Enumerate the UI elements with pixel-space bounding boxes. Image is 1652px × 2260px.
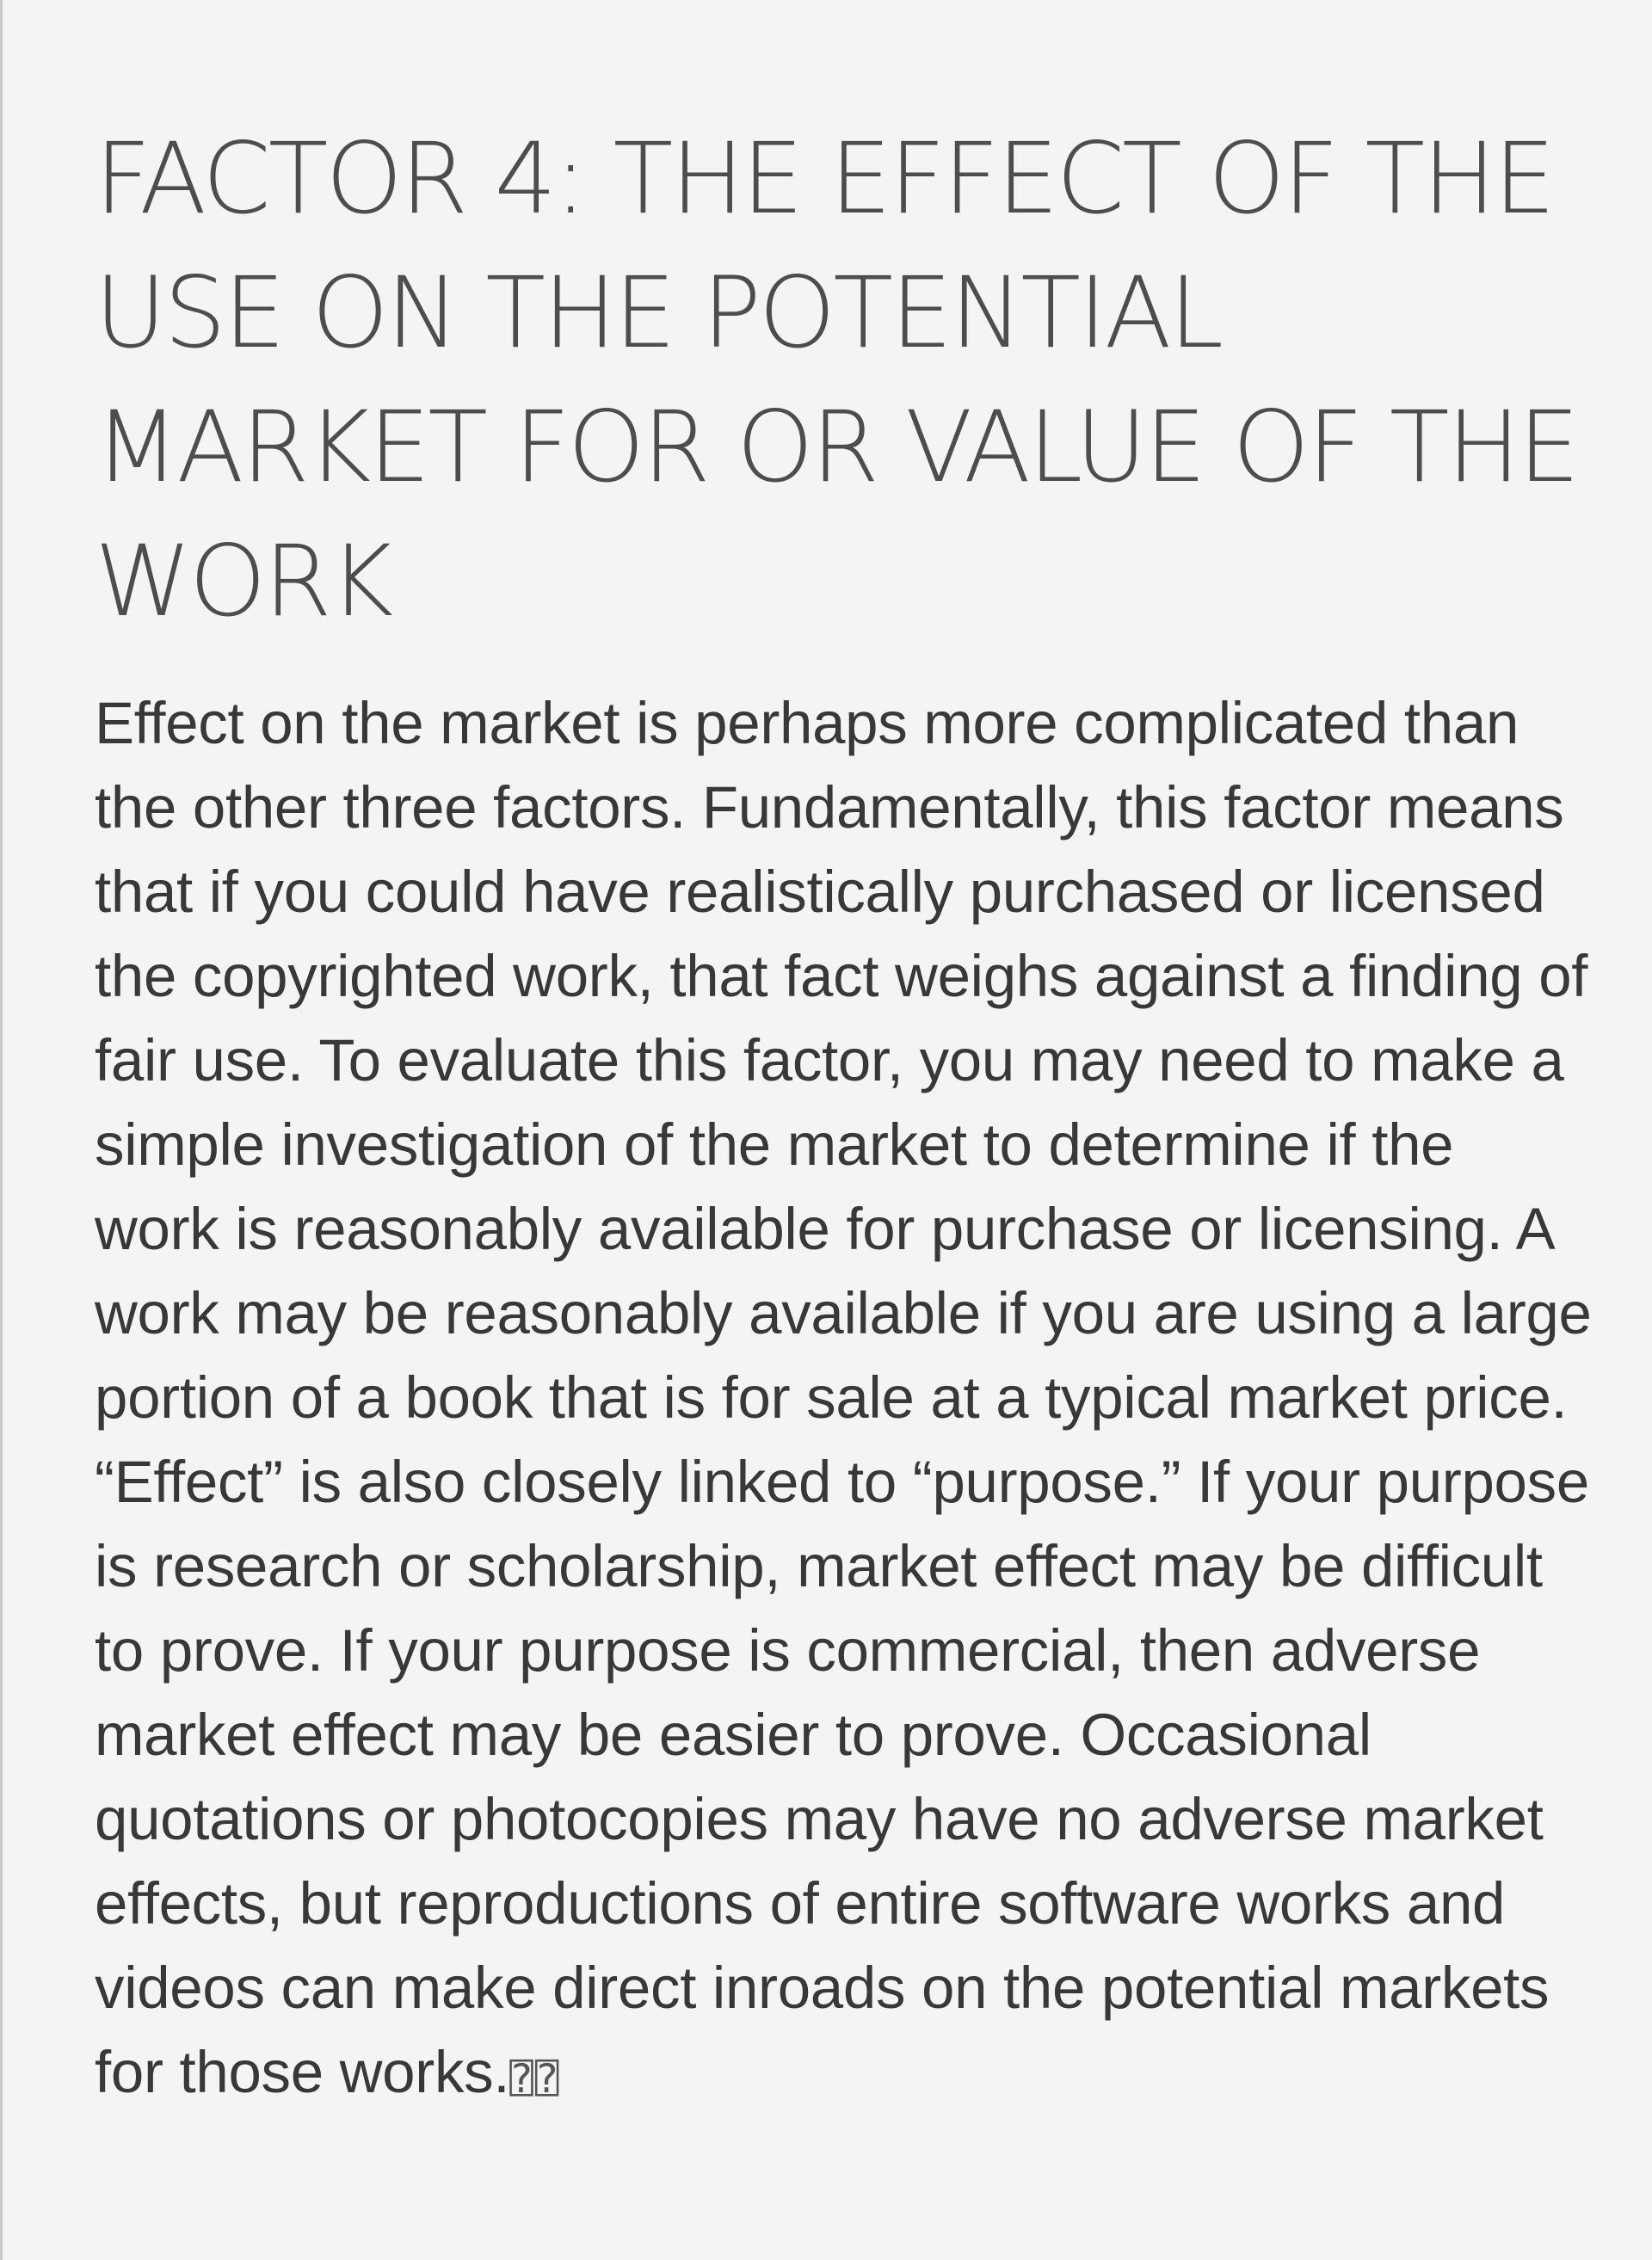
page-left-border — [0, 0, 3, 2260]
article-section — [95, 112, 1592, 2121]
paragraph-text: Effect on the market is perhaps more complicated than the other three factors. Fundamentally, this factor means that if you could have realistically purchased or licensed the copyrighted work, that fact weighs against a finding of fair use. To evaluate this factor, you may need to make a simple investigation of the market to determine if the work is reasonably available for purchase or licensing. A work may be reasonably available if you are using a large portion of a book that is for sale at a typical market price. “Effect” is also closely linked to “purpose.” If your purpose is research or scholarship, market effect may be difficult to prove. If your purpose is commercial, then adverse market effect may be easier to prove. Occasional quotations or photocopies may have no adverse market effects, but reproductions of entire software works and videos can make direct inroads on the potential markets for those works. — [95, 690, 1592, 2105]
section-heading: FACTOR 4: THE EFFECT OF THE USE ON THE POTENTIAL MARKET FOR OR VALUE OF THE WORK — [95, 121, 1578, 638]
section-paragraph — [95, 681, 1592, 2121]
missing-glyph-icons: ⍰⍰ — [509, 2055, 561, 2102]
